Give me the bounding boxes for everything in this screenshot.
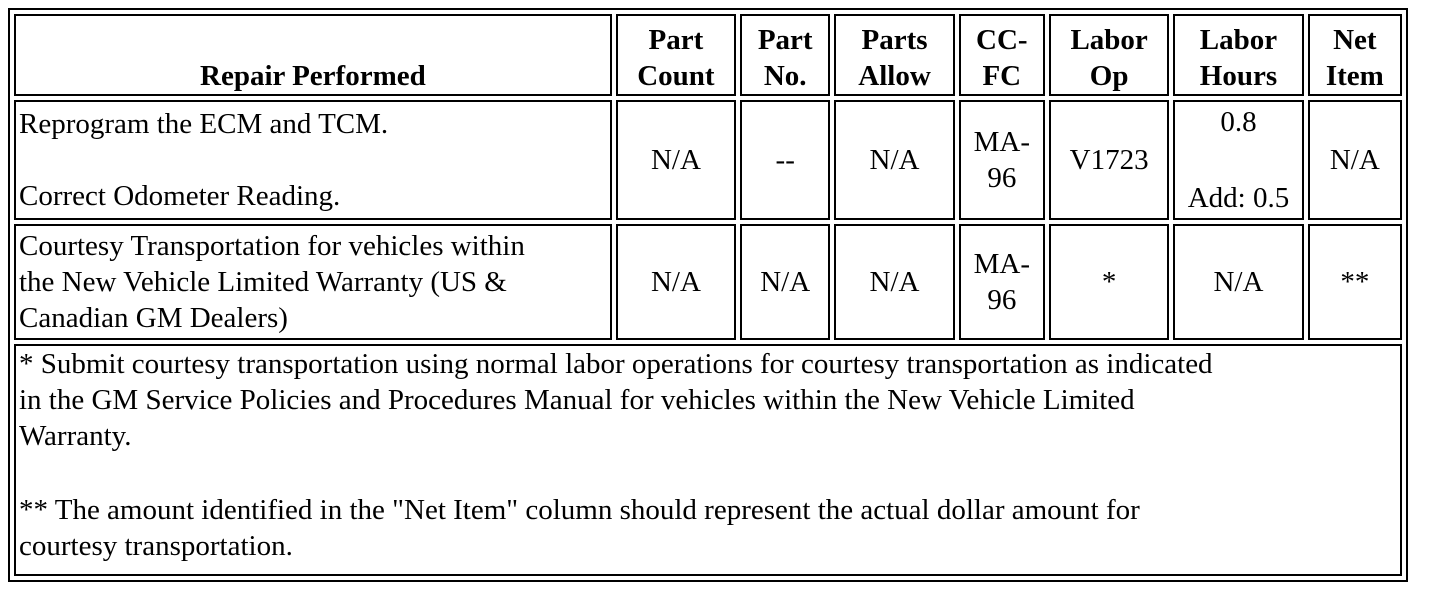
notes-cell	[14, 344, 1402, 576]
part-no-cell: --	[740, 100, 830, 220]
note-line: * Submit courtesy transportation using normal labor operations for courtesy transportation as indicated	[19, 348, 1213, 380]
header-repair-performed: Repair Performed	[14, 14, 612, 96]
repair-cell: Courtesy Transportation for vehicles within the New Vehicle Limited Warranty (US & Canadian GM Dealers)	[14, 224, 612, 340]
header-net-item: Net Item	[1308, 14, 1402, 96]
net-item-cell: N/A	[1308, 100, 1402, 220]
header-parts-allow: Parts Allow	[834, 14, 954, 96]
part-count-cell: N/A	[616, 224, 736, 340]
header-labor-hours: Labor Hours	[1173, 14, 1303, 96]
parts-allow-cell: N/A	[834, 100, 954, 220]
labor-op-cell: *	[1049, 224, 1169, 340]
note-line: ** The amount identified in the "Net Item" column should represent the actual dollar amount for	[19, 494, 1140, 526]
note-line: Warranty.	[19, 420, 132, 452]
header-cc-fc: CC- FC	[959, 14, 1045, 96]
table-row	[14, 224, 1402, 340]
part-no-cell: N/A	[740, 224, 830, 340]
table-row	[14, 100, 1402, 220]
header-part-count: Part Count	[616, 14, 736, 96]
repair-cell: Reprogram the ECM and TCM. Correct Odometer Reading.	[14, 100, 612, 220]
cc-fc-cell: MA- 96	[959, 224, 1045, 340]
labor-hours-cell: N/A	[1173, 224, 1303, 340]
note-line: in the GM Service Policies and Procedures Manual for vehicles within the New Vehicle Limited	[19, 384, 1135, 416]
labor-hours-cell: 0.8 Add: 0.5	[1173, 100, 1303, 220]
net-item-cell: **	[1308, 224, 1402, 340]
repair-table	[8, 8, 1408, 582]
header-part-no: Part No.	[740, 14, 830, 96]
header-row	[14, 14, 1402, 96]
header-labor-op: Labor Op	[1049, 14, 1169, 96]
part-count-cell: N/A	[616, 100, 736, 220]
note-line: courtesy transportation.	[19, 530, 293, 562]
labor-op-cell: V1723	[1049, 100, 1169, 220]
cc-fc-cell: MA- 96	[959, 100, 1045, 220]
notes-row	[14, 344, 1402, 576]
parts-allow-cell: N/A	[834, 224, 954, 340]
